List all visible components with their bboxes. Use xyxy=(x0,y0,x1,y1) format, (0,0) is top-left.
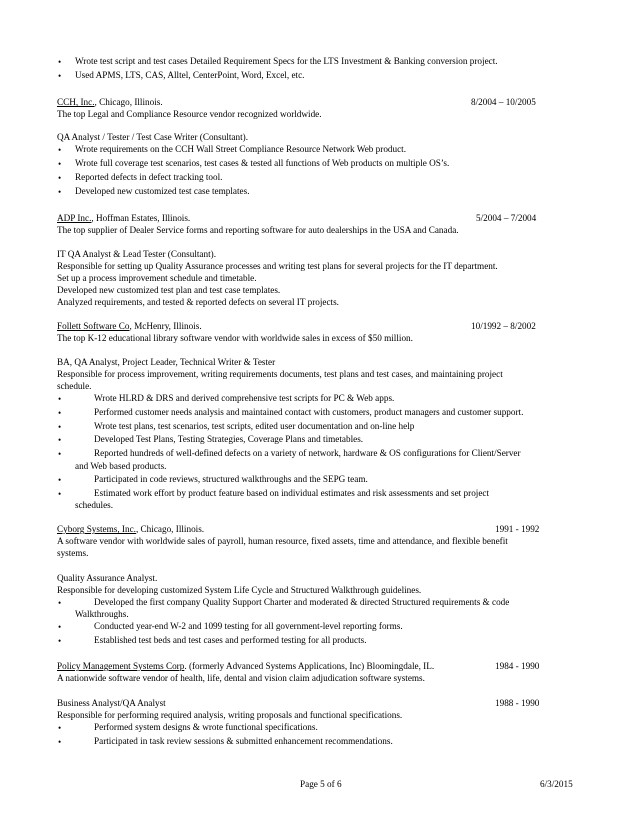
follett-bullet-4: Developed Test Plans, Testing Strategies, Coverage Plans and timetables. xyxy=(94,434,364,444)
follett-bullet-5a: Reported hundreds of well-defined defects on a variety of network, hardware & OS configurations for Client/Server xyxy=(94,448,521,458)
bullet-icon: • xyxy=(58,173,62,183)
cch-dates: 8/2004 – 10/2005 xyxy=(471,97,536,107)
follett-bullet-5b: and Web based products. xyxy=(75,461,167,471)
follett-description: The top K-12 educational library software vendor with worldwide sales in excess of $50 million. xyxy=(57,333,413,343)
pms-resp: Responsible for performing required analysis, writing proposals and functional specifications. xyxy=(57,710,403,720)
bullet-icon: • xyxy=(58,435,62,445)
cch-role: QA Analyst / Tester / Test Case Writer (Consultant). xyxy=(57,132,248,142)
pms-role: Business Analyst/QA Analyst xyxy=(57,698,166,708)
adp-line-3: Developed new customized test plan and test case templates. xyxy=(57,285,281,295)
follett-resp-2: schedule. xyxy=(57,381,92,391)
pms-description: A nationwide software vendor of health, life, dental and vision claim adjudication software systems. xyxy=(57,673,425,683)
bullet-icon: • xyxy=(58,475,62,485)
bullet-icon: • xyxy=(58,159,62,169)
adp-location: , Hoffman Estates, Illinois. xyxy=(91,213,191,223)
adp-line-2: Set up a process improvement schedule and timetable. xyxy=(57,273,257,283)
adp-employer xyxy=(57,212,190,224)
bullet-icon: • xyxy=(58,145,62,155)
follett-bullet-7b: schedules. xyxy=(75,500,114,510)
adp-company: ADP Inc. xyxy=(57,213,92,223)
pms-rest: . (formerly Advanced Systems Applications, Inc) Bloomingdale, IL. xyxy=(184,661,435,671)
footer-date: 6/3/2015 xyxy=(540,779,573,789)
cyborg-employer xyxy=(57,523,204,535)
pms-company: Policy Management Systems Corp xyxy=(57,661,185,671)
adp-description: The top supplier of Dealer Service forms and reporting software for auto dealerships in the USA and Canada. xyxy=(57,225,459,235)
follett-resp-1: Responsible for process improvement, writing requirements documents, test plans and test cases, and maintaining project xyxy=(57,369,503,379)
follett-bullet-7a: Estimated work effort by product feature based on individual estimates and risk assessments and set project xyxy=(94,488,490,498)
follett-employer xyxy=(57,320,202,332)
follett-location: , McHenry, Illinois. xyxy=(129,321,202,331)
bullet-icon: • xyxy=(58,598,62,608)
cyborg-bullet-1a: Developed the first company Quality Support Charter and moderated & directed Structured requirements & code xyxy=(94,597,510,607)
bullet-icon: • xyxy=(58,71,62,81)
cyborg-dates: 1991 - 1992 xyxy=(495,524,540,534)
bullet-icon: • xyxy=(58,408,62,418)
cch-bullet-1: Wrote requirements on the CCH Wall Street Compliance Resource Network Web product. xyxy=(75,144,407,154)
bullet-icon: • xyxy=(58,187,62,197)
cch-employer xyxy=(57,96,163,108)
cch-description: The top Legal and Compliance Resource vendor recognized worldwide. xyxy=(57,109,322,119)
cyborg-company: Cyborg Systems, Inc. xyxy=(57,524,136,534)
bullet-icon: • xyxy=(58,723,62,733)
cyborg-location: , Chicago, Illinois. xyxy=(135,524,205,534)
pms-bullet-2: Participated in task review sessions & submitted enhancement recommendations. xyxy=(94,736,393,746)
follett-bullet-2: Performed customer needs analysis and maintained contact with customers, product managers and customer support. xyxy=(94,407,524,417)
pms-role-dates: 1988 - 1990 xyxy=(495,698,540,708)
bullet-icon: • xyxy=(58,737,62,747)
bullet-icon: • xyxy=(58,57,62,67)
pms-dates: 1984 - 1990 xyxy=(495,661,540,671)
bullet-icon: • xyxy=(58,449,62,459)
pms-employer xyxy=(57,660,434,672)
cyborg-bullet-2: Conducted year-end W-2 and 1099 testing for all government-level reporting forms. xyxy=(94,621,403,631)
cyborg-description-1: A software vendor with worldwide sales of payroll, human resource, fixed assets, time and attendance, and flexible benefit xyxy=(57,536,508,546)
cyborg-role: Quality Assurance Analyst. xyxy=(57,573,158,583)
top-bullet-1: Wrote test script and test cases Detailed Requirement Specs for the LTS Investment & Banking conversion project. xyxy=(75,56,498,66)
cyborg-bullet-1b: Walkthroughs. xyxy=(75,609,129,619)
bullet-icon: • xyxy=(58,622,62,632)
adp-line-1: Responsible for setting up Quality Assurance processes and writing test plans for several projects for the IT department. xyxy=(57,261,498,271)
page-number: Page 5 of 6 xyxy=(300,779,342,789)
pms-bullet-1: Performed system designs & wrote functional specifications. xyxy=(94,722,318,732)
cch-bullet-3: Reported defects in defect tracking tool. xyxy=(75,172,223,182)
follett-dates: 10/1992 – 8/2002 xyxy=(471,321,536,331)
adp-line-4: Analyzed requirements, and tested & reported defects on several IT projects. xyxy=(57,297,339,307)
cch-location: , Chicago, Illinois. xyxy=(94,97,163,107)
follett-bullet-3: Wrote test plans, test scenarios, test scripts, edited user documentation and on-line help xyxy=(94,421,415,431)
cyborg-description-2: systems. xyxy=(57,548,89,558)
bullet-icon: • xyxy=(58,422,62,432)
follett-bullet-1: Wrote HLRD & DRS and derived comprehensive test scripts for PC & Web apps. xyxy=(94,393,395,403)
adp-role: IT QA Analyst & Lead Tester (Consultant). xyxy=(57,249,217,259)
cch-company: CCH, Inc. xyxy=(57,97,95,107)
cyborg-resp: Responsible for developing customized System Life Cycle and Structured Walkthrough guidelines. xyxy=(57,585,422,595)
bullet-icon: • xyxy=(58,394,62,404)
top-bullet-2: Used APMS, LTS, CAS, Alltel, CenterPoint, Word, Excel, etc. xyxy=(75,70,305,80)
cyborg-bullet-3: Established test beds and test cases and performed testing for all products. xyxy=(94,635,367,645)
follett-company: Follett Software Co xyxy=(57,321,130,331)
follett-bullet-6: Participated in code reviews, structured walkthroughs and the SEPG team. xyxy=(94,474,368,484)
cch-bullet-4: Developed new customized test case templates. xyxy=(75,186,250,196)
bullet-icon: • xyxy=(58,489,62,499)
follett-role: BA, QA Analyst, Project Leader, Technical Writer & Tester xyxy=(57,357,276,367)
bullet-icon: • xyxy=(58,636,62,646)
cch-bullet-2: Wrote full coverage test scenarios, test cases & tested all functions of Web products on multiple OS’s. xyxy=(75,158,450,168)
adp-dates: 5/2004 – 7/2004 xyxy=(476,213,537,223)
